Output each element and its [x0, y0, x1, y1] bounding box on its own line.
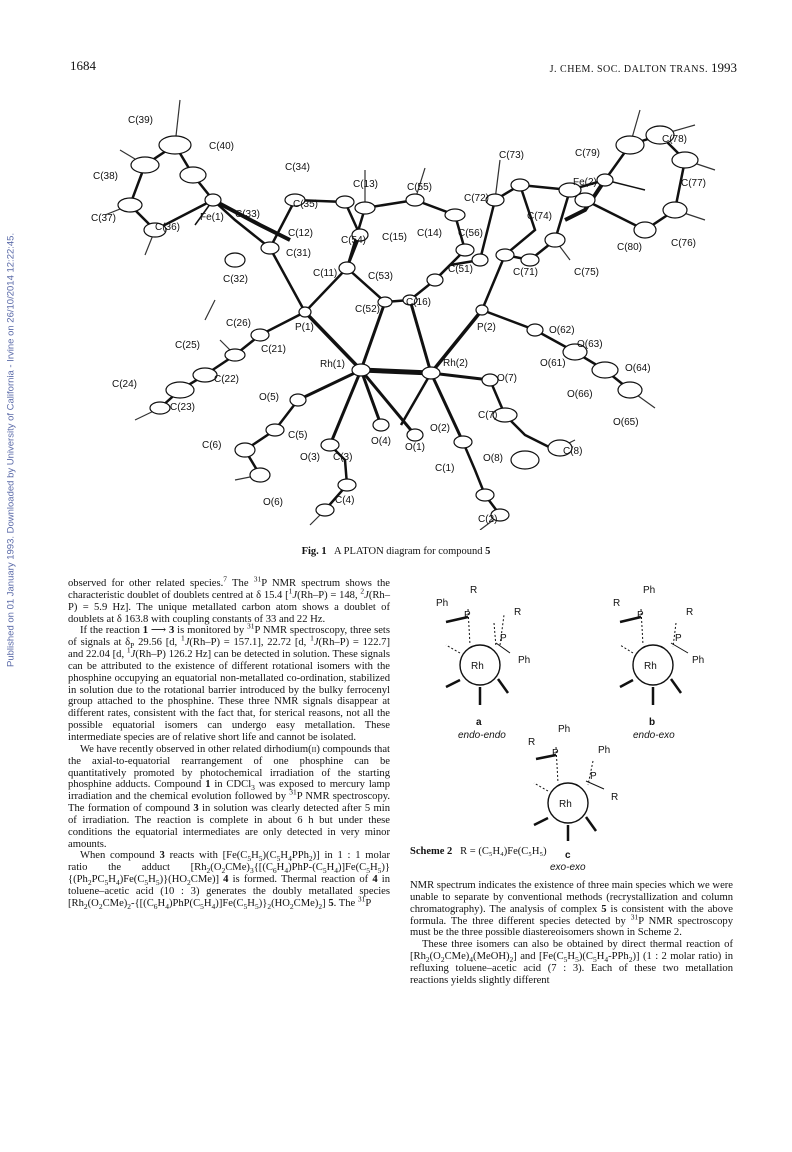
- p-label: P: [637, 610, 644, 621]
- atom-label: O(4): [371, 436, 391, 447]
- atom-label: C(11): [313, 268, 338, 279]
- atom-label: C(75): [574, 267, 600, 278]
- paragraph: These three isomers can also be obtained by direct thermal reaction of $[Rh_2(O_2CMe)_4(MeOH)_2]$ and $[Fe(C_5H_5)(C_5H_4-PPh_2)]$ (1 : 2 molar ratio) in refluxing toluene–acetic acid (7 : 3). Each of these two metallation reactions yields slightly different: [410, 939, 734, 986]
- atom-label: C(35): [293, 199, 319, 210]
- atom-label: C(25): [175, 340, 201, 351]
- atom-label: C(72): [464, 193, 490, 204]
- atom-label: C(56): [458, 228, 484, 239]
- atom-label: O(62): [549, 325, 575, 336]
- atom-label: C(38): [93, 171, 119, 182]
- atom-label: C(1): [435, 463, 455, 474]
- atom-label: Rh(2): [443, 358, 469, 369]
- p-label: P: [500, 633, 507, 644]
- p-label: P: [552, 748, 559, 759]
- atom-label: C(78): [662, 134, 688, 145]
- atom-label: C(7): [478, 410, 498, 421]
- isomer-name: endo-endo: [458, 730, 506, 741]
- atom-label: C(71): [513, 267, 539, 278]
- isomer-letter: b: [649, 717, 656, 728]
- r-label: R: [686, 607, 694, 618]
- isomer-b: [613, 585, 704, 741]
- right-column: [410, 880, 733, 987]
- hydrogen-bonds: [105, 100, 715, 530]
- atom-label: C(74): [527, 211, 553, 222]
- rh-label: Rh: [471, 661, 484, 672]
- atom-label: C(24): [112, 379, 138, 390]
- atom-label: C(36): [155, 222, 181, 233]
- page-number: 1684: [70, 58, 96, 73]
- platon-diagram: [85, 90, 735, 530]
- atom-label: C(16): [406, 297, 432, 308]
- atom-label: C(23): [170, 402, 196, 413]
- atom-label: C(5): [288, 430, 308, 441]
- atom-label: O(61): [540, 358, 566, 369]
- atom-label: C(26): [226, 318, 252, 329]
- scheme-caption-text: R = (C₅H₄)Fe(C₅H₅): [460, 846, 547, 857]
- download-notice: Published on 01 January 1993. Downloaded by University of California - Irvine on 26/10/2014 12:22:45.: [5, 232, 17, 668]
- atom-label: O(65): [613, 417, 639, 428]
- atom-label: O(7): [497, 373, 517, 384]
- atom-label: C(73): [499, 150, 525, 161]
- ph-label: Ph: [436, 598, 449, 609]
- journal-year: 1993: [711, 60, 737, 75]
- scheme-2-diagram: [408, 575, 738, 865]
- r-label: R: [470, 585, 478, 596]
- figure-caption: [0, 546, 792, 557]
- atom-label: O(3): [300, 452, 320, 463]
- caption-label: Fig. 1: [301, 546, 327, 557]
- r-label: R: [611, 792, 619, 803]
- atom-label: O(5): [259, 392, 279, 403]
- atom-label: Fe(2): [573, 177, 597, 188]
- paragraph: If the reaction 1 ⟶ 3 is monitored by $^{31}$P NMR spectroscopy, three sets of signals at $\delta_P$ 29.56 [d, $^1$J(Rh–P) = 157.1], 22.72 [d, $^1$J(Rh–P) = 122.7] and 22.04 [d, $^1$J(Rh–P) 126.2 Hz] can be detected in solution. These signals can be attributed to the existence of different rotational isomers with the phosphine occupying an equatorial non-metallated co-ordination, stabilized in solution due to the rotational barrier introduced by the bulky ferrocenyl group attached to the phosphine. These three NMR signals disappear at different rates, consistent with the fact that, for sterical reasons, not all the possible equatorial isomers can undergo easy metallation. These intermediate species are of relative short life and cannot be isolated.: [68, 621, 390, 743]
- r-label: R: [514, 607, 522, 618]
- atom-label: P(1): [295, 322, 314, 333]
- atom-label: O(1): [405, 442, 425, 453]
- atom-label: C(2): [478, 514, 498, 525]
- paragraph: observed for other related species.$^7$ The $^{31}$P NMR spectrum shows the characteristic doublet of doublets centred at δ 15.4 [$^1$J(Rh–P) = 148, $^2$J(Rh–P) = 5.9 Hz]. The unique metallated carbon atom shows a doublet of doublets at δ 163.8 with coupling constants of 33 and 22 Hz.: [68, 574, 391, 625]
- scheme-caption: [410, 846, 547, 857]
- atom-label: C(32): [223, 274, 249, 285]
- atom-label: C(76): [671, 238, 697, 249]
- ph-label: Ph: [598, 745, 611, 756]
- atom-label: C(33): [235, 209, 261, 220]
- atom-label: C(77): [681, 178, 707, 189]
- ph-label: Ph: [692, 655, 705, 666]
- r-label: R: [528, 737, 536, 748]
- atom-label: C(53): [368, 271, 394, 282]
- paragraph: NMR spectrum indicates the existence of three main species which we were unable to separate by conventional methods (recrystallization and column chromatography). The analysis of complex 5 is consistent with the above formula. The three different species detected by $^{31}$P NMR spectroscopy must be the three possible diastereoisomers shown in Scheme 2.: [410, 880, 733, 939]
- p-label: P: [590, 771, 597, 782]
- atom-label: O(2): [430, 423, 450, 434]
- atom-label: O(66): [567, 389, 593, 400]
- ph-label: Ph: [558, 724, 571, 735]
- atom-label: C(52): [355, 304, 381, 315]
- paragraph: When compound 3 reacts with $[Fe(C_5H_5)(C_5H_4PPh_2)]$ in 1 : 1 molar ratio the adduct $[Rh_2(O_2CMe)_3\{[(C_6H_4)PhP-(C_5H_4)]Fe(C_5H_5)\}\{(Ph_2PC_5H_4)Fe(C_5H_5)\}(HO_2CMe)]$ 4 is formed. Thermal reaction of 4 in toluene–acetic acid (10 : 3) generates the doubly metallated species $[Rh_2(O_2CMe)_2-\{[(C_6H_4)PhP(C_5H_4)]Fe(C_5H_5)\}_2(HO_2CMe)_2]$ 5. The $^{31}$P: [68, 850, 390, 911]
- atom-label: C(51): [448, 264, 474, 275]
- atom-label: C(40): [209, 141, 235, 152]
- ph-label: Ph: [518, 655, 531, 666]
- atom-label: P(2): [477, 322, 496, 333]
- atom-label: C(12): [288, 228, 314, 239]
- ph-label: Ph: [643, 585, 656, 596]
- atom-label: C(34): [285, 162, 311, 173]
- atom-label: O(6): [263, 497, 283, 508]
- atom-label: C(14): [417, 228, 443, 239]
- atom-label: Fe(1): [200, 212, 224, 223]
- isomer-c: [528, 724, 618, 861]
- isomer-name: endo-exo: [633, 730, 675, 741]
- isomer-letter: a: [476, 717, 482, 728]
- atom-label: C(31): [286, 248, 312, 259]
- atom-label: C(37): [91, 213, 117, 224]
- rh-label: Rh: [559, 799, 572, 810]
- journal-name: J. CHEM. SOC. DALTON TRANS.: [549, 64, 708, 75]
- p-label: P: [464, 610, 471, 621]
- atom-label: C(15): [382, 232, 408, 243]
- atom-label: C(22): [214, 374, 240, 385]
- isomer-a: [436, 585, 530, 741]
- journal-header: [550, 60, 737, 76]
- isomer-letter: c: [565, 850, 571, 861]
- scheme-caption-label: Scheme 2: [410, 846, 453, 857]
- caption-compound: 5: [485, 546, 491, 557]
- atom-label: C(3): [333, 452, 353, 463]
- atom-label: C(6): [202, 440, 222, 451]
- p-label: P: [675, 633, 682, 644]
- r-label: R: [613, 598, 621, 609]
- rh-label: Rh: [644, 661, 657, 672]
- caption-text: A PLATON diagram for compound: [333, 546, 483, 557]
- atom-label: O(64): [625, 363, 651, 374]
- atom-label: O(8): [483, 453, 503, 464]
- atom-label: C(39): [128, 115, 154, 126]
- left-column: [68, 574, 391, 911]
- atom-label: Rh(1): [320, 359, 346, 370]
- atom-label: C(8): [563, 446, 583, 457]
- isomer-c-name: exo-exo: [550, 862, 586, 873]
- atom-label: O(63): [577, 339, 603, 350]
- atom-label: C(80): [617, 242, 643, 253]
- atom-label: C(21): [261, 344, 287, 355]
- atom-label: C(4): [335, 495, 355, 506]
- atom-label: C(13): [353, 179, 379, 190]
- atom-label: C(79): [575, 148, 601, 159]
- paragraph: We have recently observed in other related dirhodium(ii) compounds that the axial-to-equatorial rearrangement of one phosphine can be quantitatively promoted by photochemical irradiation of the starting phosphine adducts. Compound 1 in CDCl$_3$ was exposed to mercury lamp irradiation and the chemical evolution followed by $^{31}$P NMR spectroscopy. The formation of compound 3 in solution was clearly detected after 5 min of irradiation. The reaction is complete in about 6 h but under these conditions the equatorial intermediates are only detected in very minor amounts.: [68, 743, 391, 850]
- atom-label: C(54): [341, 235, 367, 246]
- atom-label: C(55): [407, 182, 433, 193]
